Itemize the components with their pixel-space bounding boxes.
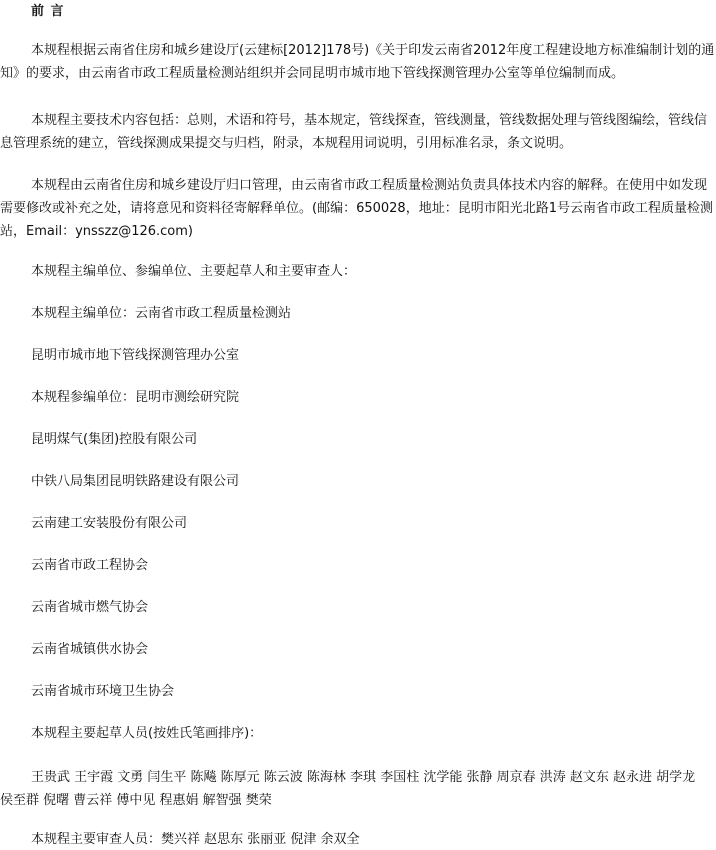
chief-unit-line: 本规程主编单位：云南省市政工程质量检测站	[31, 306, 292, 321]
participating-unit-line-8: 云南省城市环境卫生协会	[31, 684, 175, 699]
participating-unit-line-6: 云南省城市燃气协会	[31, 600, 149, 615]
chief-unit-line-2: 昆明市城市地下管线探测管理办公室	[31, 348, 240, 363]
participating-unit-line-5: 云南省市政工程协会	[31, 558, 149, 573]
participating-unit-line: 本规程参编单位：昆明市测绘研究院	[31, 390, 240, 405]
paragraph-contents: 本规程主要技术内容包括：总则，术语和符号，基本规定，管线探查，管线测量，管线数据处理与管线图编绘，管线信息管理系统的建立，管线探测成果提交与归档，附录，本规程用词说明，引用标准名录，条文说明。	[0, 113, 708, 151]
document-heading: 前 言	[31, 4, 65, 19]
participating-unit-line-4: 云南建工安装股份有限公司	[31, 516, 188, 531]
participating-unit-line-3: 中铁八局集团昆明铁路建设有限公司	[31, 474, 240, 489]
paragraph-management: 本规程由云南省住房和城乡建设厅归口管理，由云南省市政工程质量检测站负责具体技术内容的解释。在使用中如发现需要修改或补充之处，请将意见和资料径寄解释单位。(邮编：650028，地址：昆明市阳光北路1号云南省市政工程质量检测站，Email：ynsszz@126.com)	[0, 178, 713, 239]
paragraph-basis: 本规程根据云南省住房和城乡建设厅(云建标[2012]178号)《关于印发云南省2012年度工程建设地方标准编制计划的通知》的要求，由云南省市政工程质量检测站组织并会同昆明市城市地下管线探测管理办公室等单位编制而成。	[0, 43, 715, 81]
drafters-names: 王贵武 王宇霞 文勇 闫生平 陈飚 陈厚元 陈云波 陈海林 李琪 李国柱 沈学能 张静 周京春 洪涛 赵文东 赵永进 胡学龙 侯至群 倪曙 曹云祥 傅中见 程惠娟 解智强 樊荣	[0, 770, 696, 808]
participating-unit-line-7: 云南省城镇供水协会	[31, 642, 149, 657]
units-intro-line: 本规程主编单位、参编单位、主要起草人和主要审查人：	[31, 264, 357, 279]
drafters-intro-line: 本规程主要起草人员(按姓氏笔画排序)：	[31, 726, 263, 741]
participating-unit-line-2: 昆明煤气(集团)控股有限公司	[31, 432, 198, 447]
reviewers-line: 本规程主要审查人员：樊兴祥 赵思东 张丽亚 倪津 余双全	[31, 832, 360, 847]
